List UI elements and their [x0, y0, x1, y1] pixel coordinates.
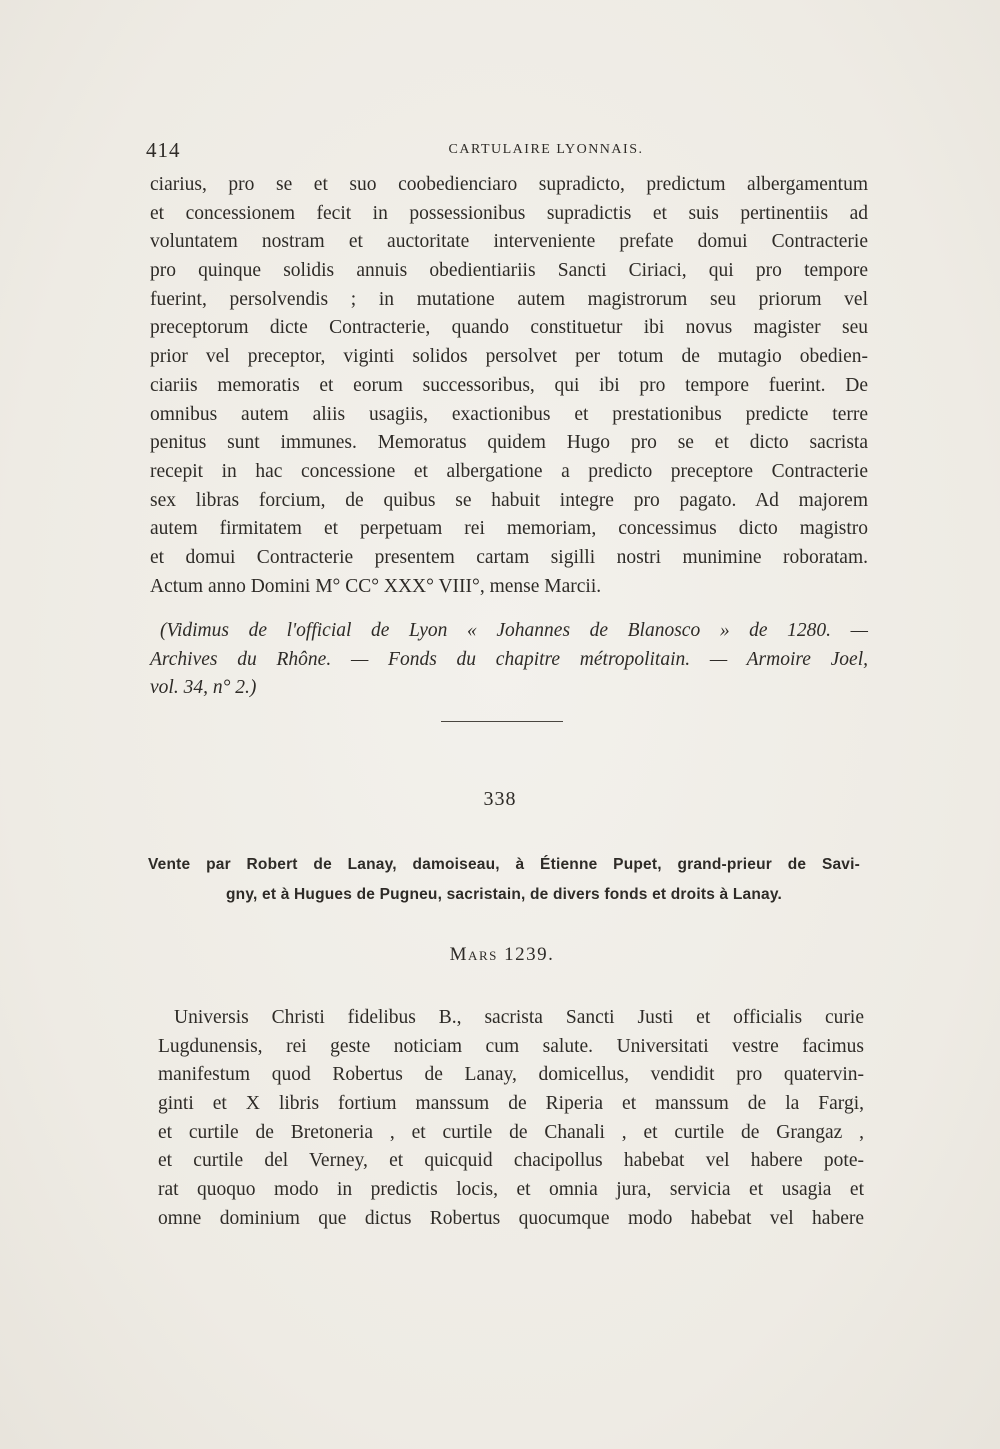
text-line: pro quinque solidis annuis obedientiariis Sancti Ciriaci, qui pro tempore: [150, 260, 868, 282]
text-line: Universis Christi fidelibus B., sacrista Sancti Justi et officialis curie: [174, 1007, 864, 1028]
text-line: et concessionem fecit in possessionibus supradictis et suis pertinentiis ad: [150, 202, 868, 224]
text-line: preceptorum dicte Contracterie, quando constituetur ibi novus magister seu: [150, 317, 868, 339]
date-month: Mars: [449, 944, 498, 965]
text-line: autem firmitatem et perpetuam rei memoriam, concessimus dicto magistro: [150, 518, 868, 540]
text-line: recepit in hac concessione et albergatione a predicto preceptore Contracterie: [150, 460, 868, 482]
text-line: sex libras forcium, de quibus se habuit integre pro pagato. Ad majorem: [150, 489, 868, 511]
summary-line: Vente par Robert de Lanay, damoiseau, à Étienne Pupet, grand-prieur de Savi-: [148, 856, 860, 873]
citation-line: vol. 34, n° 2.): [150, 677, 257, 698]
text-line: omnibus autem aliis usagiis, exactionibus et prestationibus predicte terre: [150, 403, 868, 425]
source-citation: [150, 617, 868, 703]
text-line: et domui Contracterie presentem cartam sigilli nostri munimine roboratam.: [150, 546, 868, 568]
page-number: 414: [146, 138, 181, 162]
charter-text-continued: [150, 171, 868, 601]
text-line: ginti et X libris fortium manssum de Riperia et manssum de la Fargi,: [158, 1093, 864, 1115]
citation-line: Archives du Rhône. — Fonds du chapitre métropolitain. — Armoire Joel,: [150, 648, 868, 670]
document-number: 338: [483, 788, 517, 810]
text-line: fuerint, persolvendis ; in mutatione autem magistrorum seu priorum vel: [150, 288, 868, 310]
running-head: [146, 138, 864, 164]
text-line: manifestum quod Robertus de Lanay, domicellus, vendidit pro quatervin-: [158, 1064, 864, 1086]
document-date: [450, 944, 555, 966]
text-line: et curtile del Verney, et quicquid chacipollus habebat vel habere pote-: [158, 1150, 864, 1172]
text-line: omne dominium que dictus Robertus quocumque modo habebat vel habere: [158, 1207, 864, 1229]
text-line: rat quoquo modo in predictis locis, et omnia jura, servicia et usagia et: [158, 1179, 864, 1201]
text-line: Actum anno Domini M° CC° XXX° VIII°, mense Marcii.: [150, 575, 602, 597]
text-line: et curtile de Bretoneria , et curtile de Chanali , et curtile de Grangaz ,: [158, 1121, 864, 1143]
date-year: 1239.: [504, 944, 555, 965]
text-line: ciariis memoratis et eorum successoribus, qui ibi pro tempore fuerint. De: [150, 374, 868, 396]
text-line: voluntatem nostram et auctoritate interveniente prefate domui Contracterie: [150, 231, 868, 253]
charter-text: [158, 1004, 864, 1234]
section-divider: [441, 721, 563, 722]
text-line: penitus sunt immunes. Memoratus quidem Hugo pro se et dicto sacrista: [150, 432, 868, 454]
summary-line: gny, et à Hugues de Pugneu, sacristain, de divers fonds et droits à Lanay.: [226, 886, 782, 903]
document-summary: [148, 850, 860, 910]
citation-line: (Vidimus de l'official de Lyon « Johannes de Blanosco » de 1280. —: [160, 620, 868, 641]
text-line: ciarius, pro se et suo coobedienciaro supradicto, predictum albergamentum: [150, 174, 868, 195]
running-title: CARTULAIRE LYONNAIS.: [448, 142, 644, 157]
text-line: Lugdunensis, rei geste noticiam cum salute. Universitati vestre facimus: [158, 1035, 864, 1057]
text-line: prior vel preceptor, viginti solidos persolvet per totum de mutagio obedien-: [150, 346, 868, 368]
